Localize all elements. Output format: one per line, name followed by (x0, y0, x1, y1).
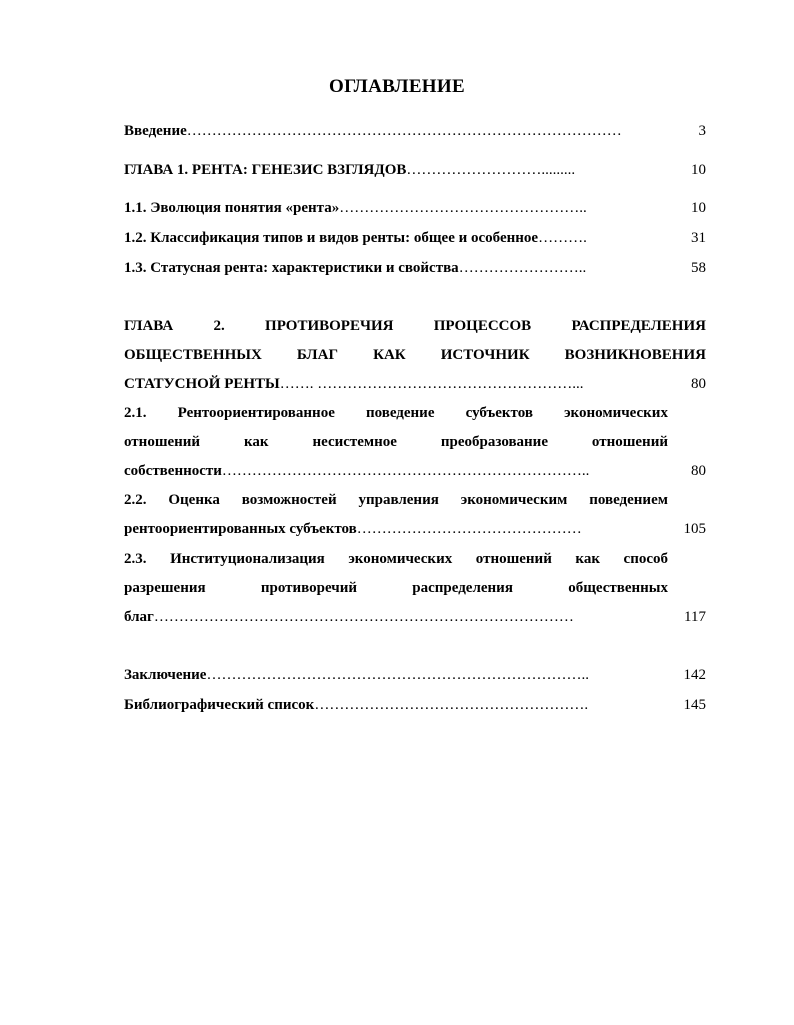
toc-entry-intro (124, 119, 706, 143)
toc-entry-label: Введение (124, 123, 187, 139)
toc-word: КАК (373, 347, 406, 363)
toc-word: ГЛАВА (124, 318, 174, 334)
toc-dots: …………………….. (458, 260, 587, 276)
toc-word: разрешения (124, 580, 206, 596)
toc-word: ПРОТИВОРЕЧИЯ (265, 318, 394, 334)
toc-dots: ……………………………………………………………….. (221, 463, 590, 479)
toc-entry-section-1-1 (124, 196, 706, 220)
toc-word: как (243, 434, 269, 450)
toc-entry-label: 1.1. Эволюция понятия «рента» (124, 200, 340, 216)
toc-entry-chapter-2-line-1 (124, 314, 706, 338)
toc-word: 2.3. (124, 551, 147, 567)
toc-word: экономическим (460, 492, 568, 508)
toc-entry-text (124, 517, 668, 541)
toc-dots: ………………………………………………………………………… (153, 609, 574, 625)
toc-page-number: 80 (691, 463, 706, 479)
toc-word: поведением (589, 492, 668, 508)
toc-entry-label: 1.3. Статусная рента: характеристики и свойства (124, 260, 459, 276)
toc-word: отношений (591, 434, 668, 450)
toc-word: способ (623, 551, 668, 567)
toc-entry-label (124, 576, 668, 600)
toc-entry-section-2-3 (124, 605, 706, 629)
toc-entry-section-2-1-line-2 (124, 430, 706, 454)
toc-page-number: 80 (691, 376, 706, 392)
toc-entry-text (124, 459, 668, 483)
toc-entry-bibliography (124, 693, 706, 717)
toc-word: управления (358, 492, 439, 508)
toc-word: отношений (124, 434, 201, 450)
toc-word: распределения (412, 580, 513, 596)
toc-entry-label (124, 430, 668, 454)
toc-word: БЛАГ (296, 347, 338, 363)
toc-word: субъектов (465, 405, 533, 421)
toc-entry-label (124, 343, 706, 367)
toc-page-number: 117 (684, 609, 706, 625)
toc-entry-label: ГЛАВА 1. РЕНТА: ГЕНЕЗИС ВЗГЛЯДОВ (124, 162, 407, 178)
toc-entry-label: собственности (124, 463, 222, 479)
toc-word: Оценка (168, 492, 220, 508)
page-title: ОГЛАВЛЕНИЕ (329, 76, 465, 97)
toc-word: Рентоориентированное (177, 405, 335, 421)
toc-entry-section-1-3 (124, 256, 706, 280)
toc-word: Институционализация (170, 551, 325, 567)
toc-word: отношений (475, 551, 552, 567)
toc-word: экономических (348, 551, 453, 567)
toc-entry-label (124, 401, 668, 425)
toc-entry-section-2-1-line-1 (124, 401, 706, 425)
toc-entry-chapter-2 (124, 372, 706, 396)
toc-word: общественных (568, 580, 668, 596)
toc-dots: ………………………………………….. (339, 200, 587, 216)
toc-entry-label: Заключение (124, 667, 207, 683)
toc-dots: ………………………………………………………………….. (206, 667, 589, 683)
toc-page-number: 145 (683, 697, 706, 713)
toc-entry-label (124, 314, 706, 338)
toc-entry-label (124, 488, 668, 512)
toc-page-number: 3 (698, 123, 706, 139)
toc-page-number: 58 (691, 260, 706, 276)
toc-dots: ……………………………………… (356, 521, 582, 537)
toc-entry-section-2-3-line-2 (124, 576, 706, 600)
toc-dots: ………………………………………………. (314, 697, 589, 713)
toc-word: 2. (213, 318, 225, 334)
toc-word: 2.2. (124, 492, 147, 508)
toc-word: ОБЩЕСТВЕННЫХ (124, 347, 262, 363)
toc-entry-text (124, 196, 668, 220)
toc-entry-text (124, 256, 668, 280)
toc-page-number: 10 (691, 162, 706, 178)
toc-entry-text (124, 663, 668, 687)
toc-entry-text (124, 372, 668, 396)
toc-dots: ………. (538, 230, 587, 246)
toc-page-number: 142 (683, 667, 706, 683)
toc-word: возможностей (241, 492, 337, 508)
toc-word: 2.1. (124, 405, 147, 421)
toc-page-number: 31 (691, 230, 706, 246)
toc-entry-text (124, 226, 668, 250)
toc-entry-text (124, 605, 668, 629)
toc-entry-text (124, 158, 668, 182)
toc-word: ВОЗНИКНОВЕНИЯ (564, 347, 706, 363)
toc-entry-label: 1.2. Классификация типов и видов ренты: общее и особенное (124, 230, 539, 246)
toc-entry-text (124, 119, 668, 143)
toc-entry-label: Библиографический список (124, 697, 315, 713)
toc-dots: ……. ……………………………………………... (279, 376, 584, 392)
toc-dots: …………………………………………………………………………… (186, 123, 622, 139)
toc-dots: ………………………......... (406, 162, 576, 178)
toc-entry-label: благ (124, 609, 154, 625)
toc-word: несистемное (312, 434, 397, 450)
toc-entry-text (124, 693, 668, 717)
toc-word: ИСТОЧНИК (440, 347, 530, 363)
toc-entry-section-2-2 (124, 517, 706, 541)
toc-word: ПРОЦЕССОВ (433, 318, 532, 334)
toc-word: преобразование (440, 434, 548, 450)
toc-entry-label: СТАТУСНОЙ РЕНТЫ (124, 376, 280, 392)
toc-entry-section-1-2 (124, 226, 706, 250)
toc-entry-label (124, 547, 668, 571)
toc-page-number: 105 (683, 521, 706, 537)
toc-page-number: 10 (691, 200, 706, 216)
toc-entry-chapter-1 (124, 158, 706, 182)
toc-word: РАСПРЕДЕЛЕНИЯ (571, 318, 706, 334)
toc-word: поведение (365, 405, 435, 421)
toc-word: как (575, 551, 600, 567)
toc-word: экономических (564, 405, 668, 421)
toc-entry-section-2-1 (124, 459, 706, 483)
toc-entry-chapter-2-line-2 (124, 343, 706, 367)
toc-entry-section-2-2-line-1 (124, 488, 706, 512)
toc-entry-section-2-3-line-1 (124, 547, 706, 571)
toc-entry-label: рентоориентированных субъектов (124, 521, 357, 537)
toc-entry-conclusion (124, 663, 706, 687)
toc-word: противоречий (260, 580, 358, 596)
